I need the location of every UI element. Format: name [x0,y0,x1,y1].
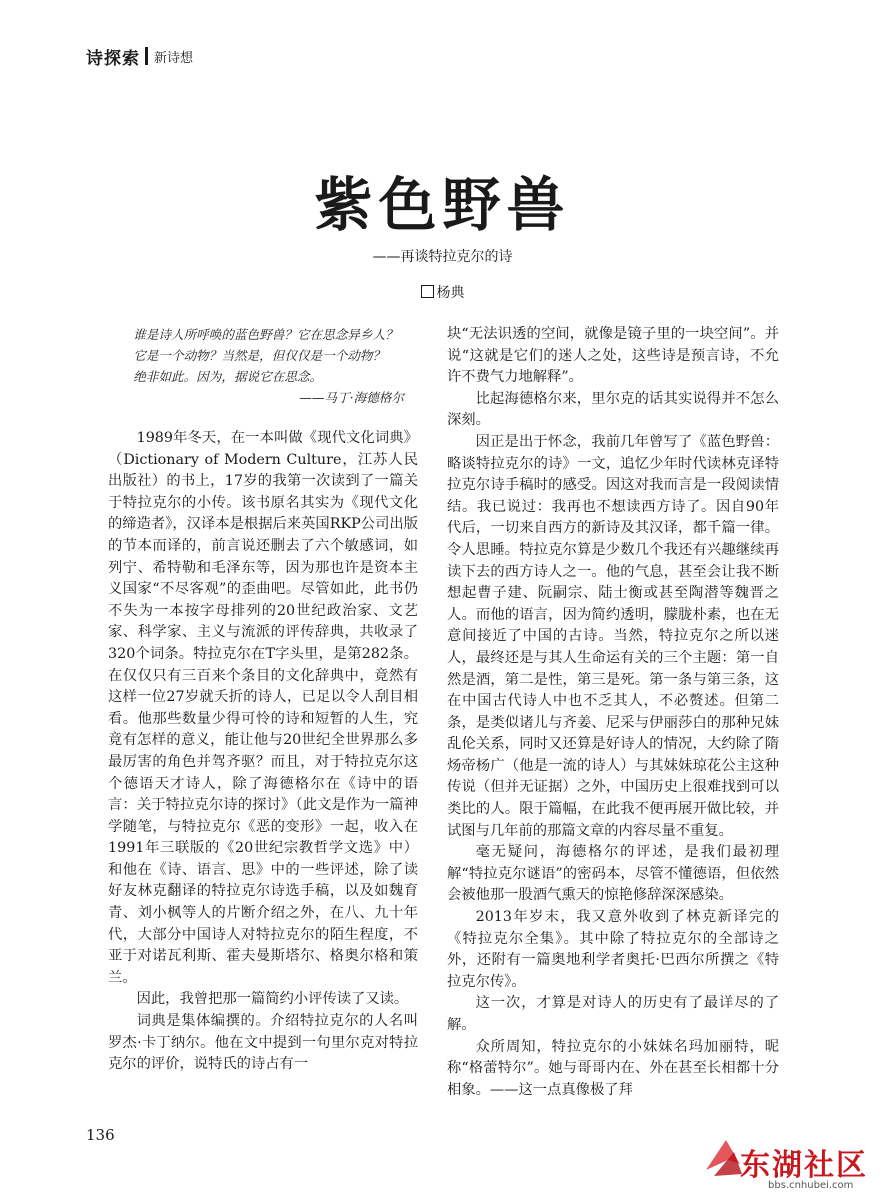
section-name: 诗探索 [86,48,140,69]
body-paragraph: 2013年岁末，我又意外收到了林克新译完的《特拉克尔全集》。其中除了特拉克尔的全部诗之外，还附有一篇奥地利学者奥托·巴西尔所撰之《特拉克尔传》。 [447,909,779,990]
body-paragraph: 比起海德格尔来，里尔克的话其实说得并不怎么深刻。 [447,390,779,429]
author-box-icon [421,285,434,298]
body-paragraph: 词典是集体编撰的。介绍特拉克尔的人名叫罗杰·卡丁纳尔。他在文中提到一句里尔克对特拉克尔的评价，说特氏的诗占有一 [108,1013,418,1073]
body-paragraph: 因此，我曾把那一篇简约小评传读了又读。 [136,991,409,1008]
article-title: 紫色野兽 [314,171,571,239]
epigraph-line: 绝非如此。因为，据说它在思念。 [133,369,323,384]
body-paragraph: 块“无法识透的空间，就像是镜子里的一块空间”。并说“这就是它们的迷人之处，这些诗是预言诗，不允许不费气力地解释”。 [447,326,779,386]
body-paragraph: 因正是出于怀念，我前几年曾写了《蓝色野兽：略谈特拉克尔的诗》一文，追忆少年时代读林克译特拉克尔诗手稿时的感受。因这对我而言是一段阅读情结。我已说过：我再也不想读西方诗了。因自90年代后，一切来自西方的新诗及其汉译，都千篇一律。令人思睡。特拉克尔算是少数几个我还有兴趣继续再读下去的西方诗人之一。他的气息，甚至会让我不断想起曹子建、阮嗣宗、陆士衡或甚至陶潜等魏晋之人。而他的语言，因为简约透明，朦胧朴素，也在无意间接近了中国的古诗。当然，特拉克尔之所以迷人，最终还是与其人生命运有关的三个主题：第一自然是酒，第二是性，第三是死。第一条与第三条，这在中国古代诗人中也不乏其人，不必赘述。但第二条，是类似诸儿与齐姜、尼采与伊丽莎白的那种兄妹乱伦关系，同时又还算是好诗人的情况，大约除了隋炀帝杨广（他是一流的诗人）与其妹妹琼花公主这种传说（但并无证据）之外，中国历史上很难找到可以类比的人。限于篇幅，在此我不便再展开做比较，并试图与几年前的那篇文章的内容尽量不重复。 [447,433,779,839]
body-paragraph: 这一次，才算是对诗人的历史有了最详尽的了解。 [447,995,779,1033]
right-column [447,324,779,1101]
running-header [86,44,193,68]
author-name: 杨典 [436,285,465,301]
epigraph [108,324,418,408]
article-subtitle: ——再谈特拉克尔的诗 [372,249,513,265]
watermark-url: bbs.cnhubei.com [768,1180,854,1191]
epigraph-line: 谁是诗人所呼唤的蓝色野兽？它在思念异乡人？ [133,327,398,342]
body-paragraph: 1989年冬天，在一本叫做《现代文化词典》（Dictionary of Modern Culture，江苏人民出版社）的书上，17岁的我第一次读到了一篇关于特拉克尔的小传。该书原名其实为《现代文化的缔造者》，汉译本是根据后来英国RKP公司出版的节本而译的，前言说还删去了六个敏感词，如列宁、希特勒和毛泽东等，因为那也许是资本主义国家“不尽客观”的歪曲吧。尽管如此，此书仍不失为一本按字母排列的20世纪政治家、文艺家、科学家、主义与流派的评传辞典，共收录了320个词条。特拉克尔在T字头里，是第282条。在仅仅只有三百来个条目的文化辞典中，竟然有这样一位27岁就夭折的诗人，已足以令人刮目相看。他那些数量少得可怜的诗和短暂的人生，究竟有怎样的意义，能让他与20世纪全世界那么多最厉害的角色并驾齐驱？而且，对于特拉克尔这个德语天才诗人，除了海德格尔在《诗中的语言：关于特拉克尔诗的探讨》（此文是作为一篇神学随笔，与特拉克尔《恶的变形》一起，收入在1991年三联版的《20世纪宗教哲学文选》中）和他在《诗、语言、思》中的一些评述，除了读好友林克翻译的特拉克尔诗选手稿，以及如魏育青、刘小枫等人的片断介绍之外，在八、九十年代，大部分中国诗人对特拉克尔的陌生程度，不亚于对诺瓦利斯、霍夫曼斯塔尔、格奥尔格和策兰。 [108,430,418,986]
header-divider [145,47,148,65]
page-number: 136 [86,1126,115,1144]
body-paragraph: 毫无疑问，海德格尔的评述，是我们最初理解“特拉克尔谜语”的密码本，尽管不懂德语，但依然会被他那一股酒气熏天的惊艳修辞深深感染。 [447,844,779,904]
left-column [108,324,418,1076]
subsection-name: 新诗想 [154,50,194,66]
body-paragraph: 众所周知，特拉克尔的小妹妹名玛加丽特，昵称“格蕾特尔”。她与哥哥内在、外在甚至长相都十分相象。——这一点真像极了拜 [447,1038,779,1098]
epigraph-attribution: ——马丁·海德格尔 [299,390,404,405]
article-author [0,282,885,302]
epigraph-line: 它是一个动物？当然是，但仅仅是一个动物？ [133,348,386,363]
watermark-name: 东湖社区 [740,1148,868,1183]
